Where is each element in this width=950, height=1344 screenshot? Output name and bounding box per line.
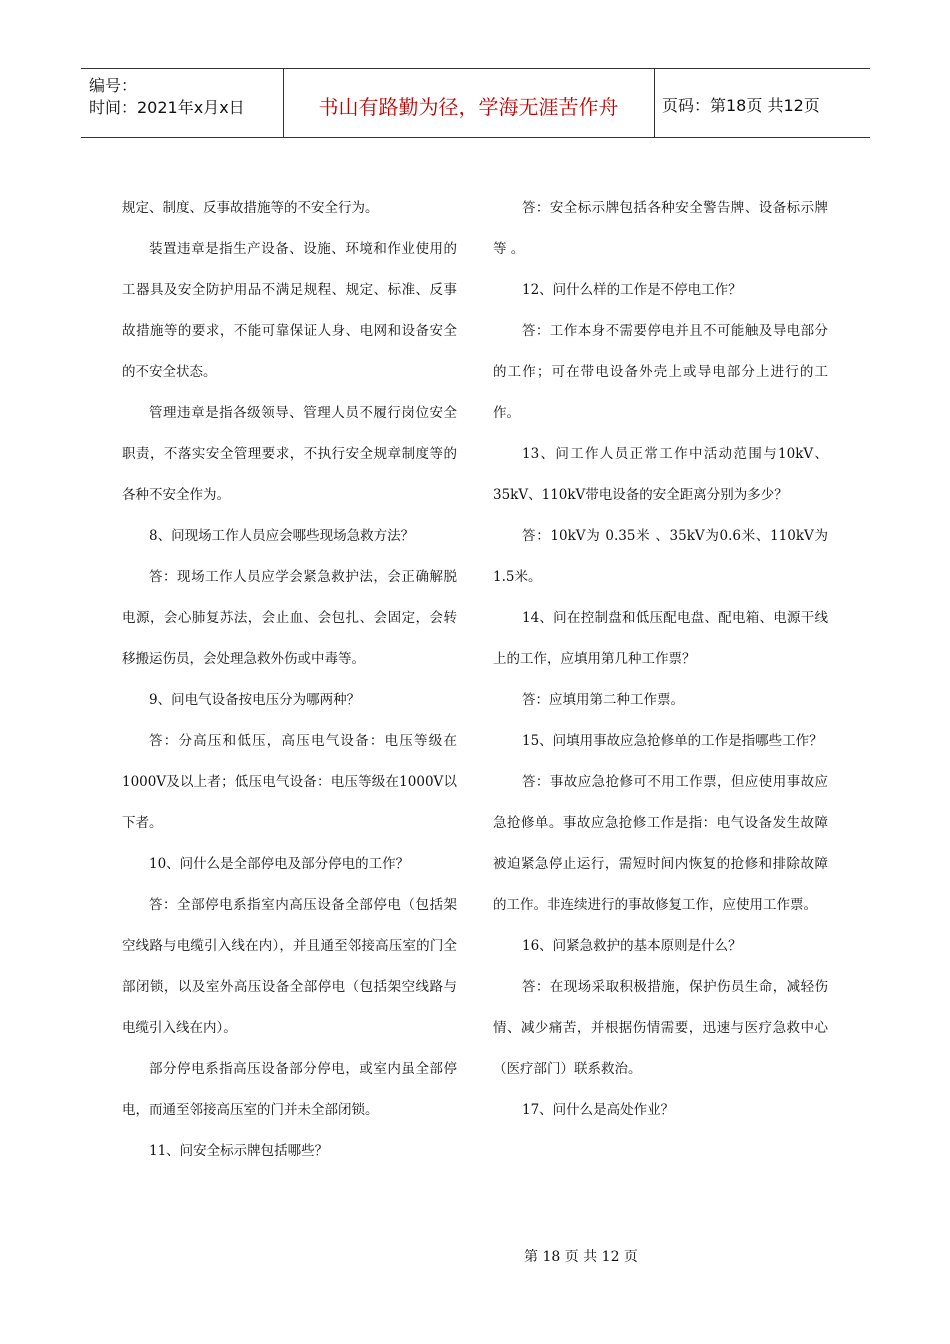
right-answer-15: 答：事故应急抢修可不用工作票，但应使用事故应急抢修单。事故应急抢修工作是指：电气设备发生故障被迫紧急停止运行，需短时间内恢复的抢修和排除故障的工作。非连续进行的事故修复工作，应使用工作票。 bbox=[493, 774, 828, 913]
page-header bbox=[81, 68, 870, 138]
right-column bbox=[493, 188, 828, 1131]
header-motto-cell bbox=[283, 69, 655, 137]
right-question-13: 13、问工作人员正常工作中活动范围与10kV、35kV、110kV带电设备的安全距离分别为多少？ bbox=[493, 446, 828, 503]
left-paragraph-2: 装置违章是指生产设备、设施、环境和作业使用的工器具及安全防护用品不满足规程、规定、标准、反事故措施等的要求，不能可靠保证人身、电网和设备安全的不安全状态。 bbox=[122, 241, 457, 380]
header-meta-cell bbox=[81, 69, 284, 137]
right-answer-14: 答：应填用第二种工作票。 bbox=[522, 692, 684, 708]
left-question-9: 9、问电气设备按电压分为哪两种？ bbox=[149, 692, 361, 708]
right-answer-16: 答：在现场采取积极措施，保护伤员生命，减轻伤情、减少痛苦，并根据伤情需要，迅速与医疗急救中心（医疗部门）联系救治。 bbox=[493, 979, 828, 1077]
header-page-info: 页码：第18页 共12页 bbox=[662, 96, 820, 115]
left-answer-9: 答：分高压和低压，高压电气设备：电压等级在1000V及以上者；低压电气设备：电压等级在1000V以下者。 bbox=[122, 733, 457, 831]
right-answer-12: 答：工作本身不需要停电并且不可能触及导电部分的工作；可在带电设备外壳上或导电部分上进行的工作。 bbox=[493, 323, 828, 421]
footer-page-number: 第 18 页 共 12 页 bbox=[524, 1249, 638, 1265]
left-question-10: 10、问什么是全部停电及部分停电的工作？ bbox=[149, 856, 410, 872]
right-question-15: 15、问填用事故应急抢修单的工作是指哪些工作？ bbox=[522, 733, 823, 749]
left-question-11: 11、问安全标示牌包括哪些？ bbox=[149, 1143, 329, 1159]
left-paragraph-1: 规定、制度、反事故措施等的不安全行为。 bbox=[122, 200, 379, 216]
header-page-cell bbox=[654, 69, 870, 137]
right-question-14: 14、问在控制盘和低压配电盘、配电箱、电源干线上的工作，应填用第几种工作票？ bbox=[493, 610, 828, 667]
right-question-16: 16、问紧急救护的基本原则是什么？ bbox=[522, 938, 742, 954]
header-motto: 书山有路勤为径，学海无涯苦作舟 bbox=[318, 95, 619, 119]
left-answer-10a: 答：全部停电系指室内高压设备全部停电（包括架空线路与电缆引入线在内），并且通至邻接高压室的门全部闭锁，以及室外高压设备全部停电（包括架空线路与电缆引入线在内）。 bbox=[122, 897, 457, 1036]
right-answer-13: 答：10kV为 0.35米 、35kV为0.6米、110kV为1.5米。 bbox=[493, 528, 828, 585]
right-question-17: 17、问什么是高处作业？ bbox=[522, 1102, 675, 1118]
document-code-label: 编号： bbox=[89, 76, 138, 95]
document-date-label: 时间：2021年x月x日 bbox=[89, 98, 245, 117]
left-paragraph-3: 管理违章是指各级领导、管理人员不履行岗位安全职责，不落实安全管理要求，不执行安全规章制度等的各种不安全作为。 bbox=[122, 405, 457, 503]
right-answer-11: 答：安全标示牌包括各种安全警告牌、设备标示牌等 。 bbox=[493, 200, 828, 257]
right-question-12: 12、问什么样的工作是不停电工作？ bbox=[522, 282, 742, 298]
page-footer bbox=[0, 1246, 950, 1266]
left-question-8: 8、问现场工作人员应会哪些现场急救方法？ bbox=[149, 528, 415, 544]
left-answer-8: 答：现场工作人员应学会紧急救护法，会正确解脱电源，会心肺复苏法，会止血、会包扎、会固定，会转移搬运伤员，会处理急救外伤或中毒等。 bbox=[122, 569, 457, 667]
left-column bbox=[122, 188, 457, 1172]
left-answer-10b: 部分停电系指高压设备部分停电，或室内虽全部停电，而通至邻接高压室的门并未全部闭锁。 bbox=[122, 1061, 457, 1118]
